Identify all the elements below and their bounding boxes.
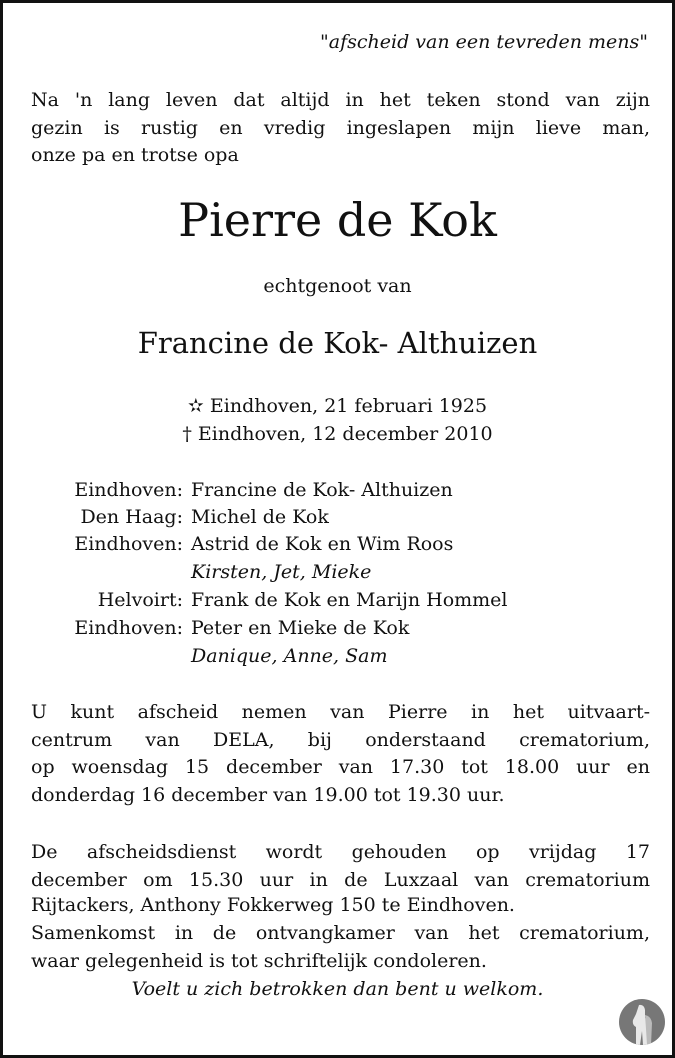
death-info: † Eindhoven, 12 december 2010 bbox=[182, 423, 493, 445]
service-line: december om 15.30 uur in de Luxzaal van crematorium bbox=[31, 869, 650, 891]
family-row bbox=[3, 504, 672, 531]
viewing-line: op woensdag 15 december van 17.30 tot 18.00 uur en bbox=[31, 756, 650, 778]
viewing-line: donderdag 16 december van 19.00 tot 19.30 uur. bbox=[31, 784, 505, 806]
service-line: Rijtackers, Anthony Fokkerweg 150 te Eindhoven. bbox=[31, 894, 515, 916]
family-names: Astrid de Kok en Wim Roos bbox=[191, 533, 454, 555]
intro-line: gezin is rustig en vredig ingeslapen mijn lieve man, bbox=[31, 117, 650, 139]
family-names: Michel de Kok bbox=[191, 506, 329, 528]
dela-logo-icon bbox=[619, 999, 665, 1045]
motto: "afscheid van een tevreden mens" bbox=[320, 31, 648, 53]
family-row bbox=[3, 615, 672, 642]
birth-info: ✫ Eindhoven, 21 februari 1925 bbox=[187, 395, 488, 417]
family-row bbox=[3, 643, 672, 670]
family-place: Eindhoven: bbox=[74, 617, 183, 639]
relation: echtgenoot van bbox=[263, 275, 412, 297]
family-place: Eindhoven: bbox=[74, 479, 183, 501]
family-row bbox=[3, 587, 672, 614]
closing-line: Voelt u zich betrokken dan bent u welkom. bbox=[131, 978, 544, 1000]
family-place: Helvoirt: bbox=[97, 589, 183, 611]
family-names: Francine de Kok- Althuizen bbox=[191, 479, 453, 501]
family-row bbox=[3, 477, 672, 504]
family-row bbox=[3, 531, 672, 558]
viewing-line: U kunt afscheid nemen van Pierre in het uitvaart- bbox=[31, 701, 650, 723]
family-place: Eindhoven: bbox=[74, 533, 183, 555]
service-line: waar gelegenheid is tot schriftelijk condoleren. bbox=[31, 950, 487, 972]
deceased-name: Pierre de Kok bbox=[178, 193, 497, 247]
intro-line: Na 'n lang leven dat altijd in het teken stond van zijn bbox=[31, 89, 650, 111]
family-names: Frank de Kok en Marijn Hommel bbox=[191, 589, 508, 611]
service-line: Samenkomst in de ontvangkamer van het crematorium, bbox=[31, 922, 650, 944]
intro-line: onze pa en trotse opa bbox=[31, 144, 239, 166]
family-place: Den Haag: bbox=[80, 506, 183, 528]
service-line: De afscheidsdienst wordt gehouden op vrijdag 17 bbox=[31, 841, 650, 863]
viewing-line: centrum van DELA, bij onderstaand crematorium, bbox=[31, 729, 650, 751]
family-names: Peter en Mieke de Kok bbox=[191, 617, 410, 639]
spouse-name: Francine de Kok- Althuizen bbox=[137, 326, 538, 360]
family-row bbox=[3, 559, 672, 586]
grandchildren-names: Kirsten, Jet, Mieke bbox=[191, 561, 372, 583]
grandchildren-names: Danique, Anne, Sam bbox=[191, 645, 388, 667]
